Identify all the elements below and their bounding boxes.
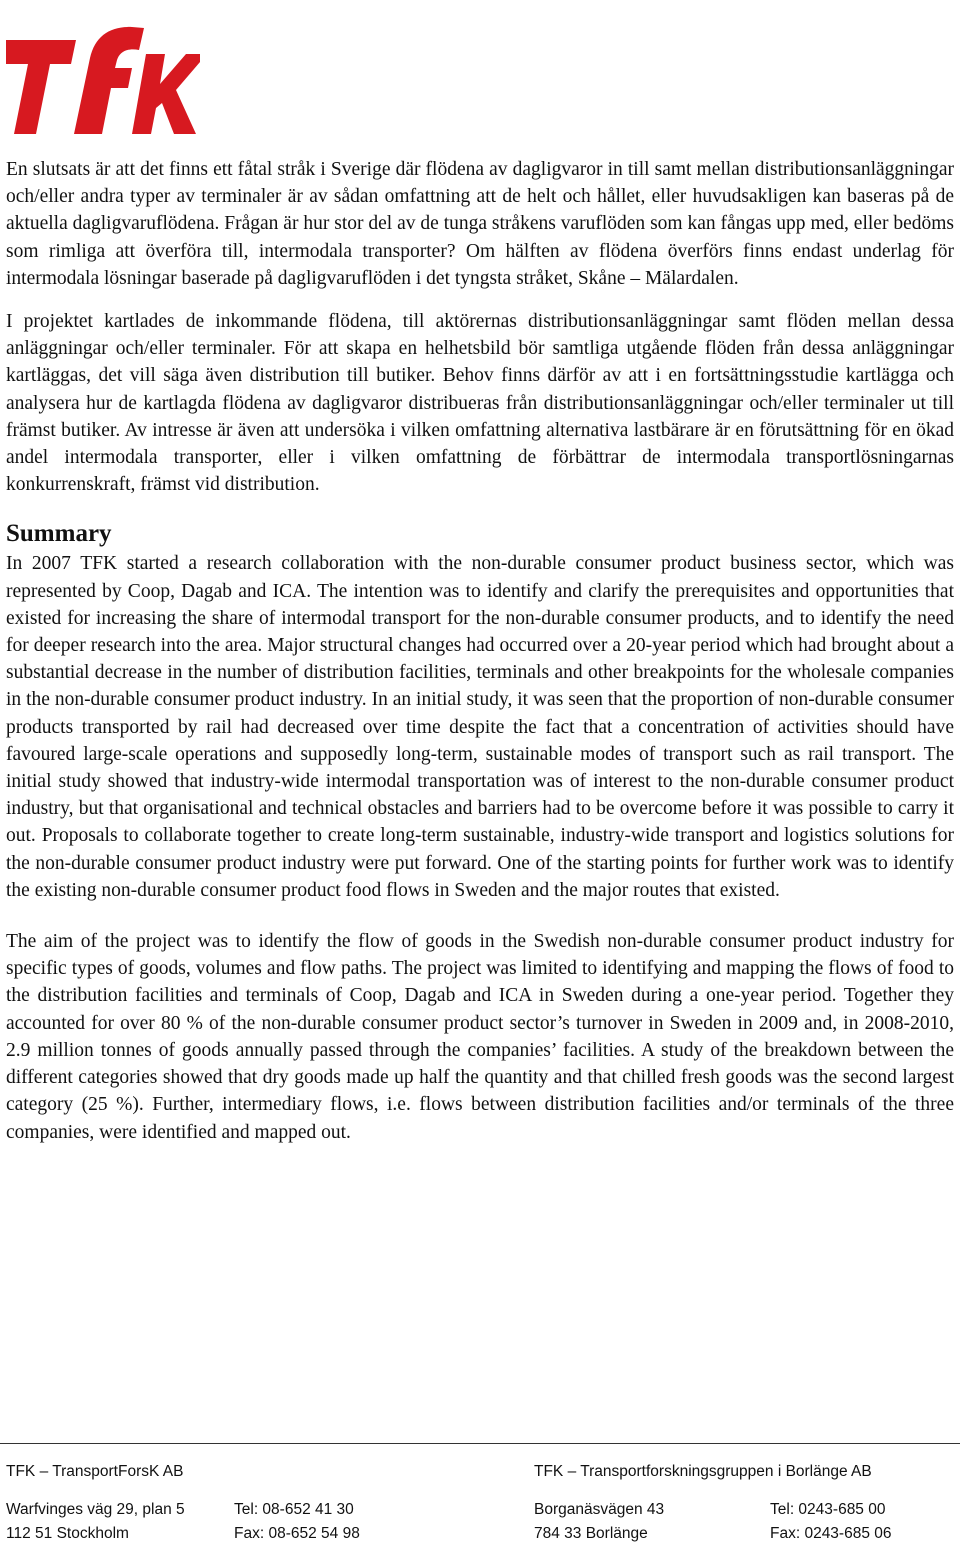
footer-right-fax: Fax: 0243-685 06: [770, 1525, 892, 1542]
footer-right-org: TFK – Transportforskningsgruppen i Borlänge AB: [534, 1463, 872, 1480]
summary-paragraph-2: The aim of the project was to identify the flow of goods in the Swedish non-durable consumer product industry for specific types of goods, volumes and flow paths. The project was limited to identifying and mapping the flows of food to the distribution facilities and terminals of Coop, Dagab and ICA in Sweden during a one-year period. Together they accounted for over 80 % of the non-durable consumer product sector’s turnover in Sweden in 2009 and, in 2008-2010, 2.9 million tonnes of goods annually passed through the companies’ facilities. A study of the breakdown between the different categories showed that dry goods made up half the quantity and that chilled fresh goods was the second largest category (25 %). Further, intermediary flows, i.e. flows between distribution facilities and/or terminals of the three companies, were identified and mapped out.: [6, 931, 954, 1143]
footer-left-fax: Fax: 08-652 54 98: [234, 1525, 360, 1542]
footer-left-org: TFK – TransportForsK AB: [6, 1463, 184, 1480]
footer-right-city: 784 33 Borlänge: [534, 1525, 648, 1542]
summary-paragraph-1: In 2007 TFK started a research collaboration with the non-durable consumer product business sector, which was represented by Coop, Dagab and ICA. The intention was to identify and clarify the prerequisites and opportunities that existed for increasing the share of intermodal transport for the non-durable consumer products, and to identify the need for deeper research into the area. Major structural changes had occurred over a 20-year period which had brought about a substantial decrease in the number of distribution facilities, terminals and other breakpoints for the wholesale companies in the non-durable consumer product industry. In an initial study, it was seen that the proportion of non-durable consumer products transported by rail had decreased over time despite the fact that a concentration of activities should have favoured large-scale operations and supposedly long-term, sustainable modes of transport such as rail transport. The initial study showed that industry-wide intermodal transportation was of interest to the non-durable consumer product industry, but that organisational and technical obstacles and barriers had to be overcome before it was possible to carry it out. Proposals to collaborate together to create long-term sustainable, industry-wide transport and logistics solutions for the non-durable consumer product industry were put forward. One of the starting points for further work was to identify the existing non-durable consumer product food flows in Sweden and the major routes that existed.: [6, 553, 954, 901]
summary-heading: Summary: [6, 520, 112, 548]
footer-left-tel: Tel: 08-652 41 30: [234, 1501, 354, 1518]
tfk-logo: [6, 6, 200, 136]
footer-right-street: Borganäsvägen 43: [534, 1501, 665, 1518]
footer-left-city: 112 51 Stockholm: [6, 1525, 129, 1542]
swedish-paragraph-1: En slutsats är att det finns ett fåtal stråk i Sverige där flödena av dagligvaror in till samt mellan distributionsanläggningar och/eller andra typer av terminaler är av sådan omfattning att de helt och hållet, eller huvudsakligen kan baseras på de aktuella dagligvaruflödena. Frågan är hur stor del av de tunga stråkens varuflöden som kan fångas upp med, eller bedöms som rimliga att överföra till, intermodala transporter? Om hälften av flödena överförs finns endast underlag för intermodala lösningar baserade på dagligvaruflöden i det tyngsta stråket, Skåne – Mälardalen.: [6, 159, 954, 289]
document-body: [6, 156, 954, 1146]
footer-divider: [0, 1443, 960, 1444]
swedish-paragraph-2: I projektet kartlades de inkommande flödena, till aktörernas distributionsanläggningar samt flöden mellan dessa anläggningar och/eller terminaler. För att skapa en helhetsbild bör samtliga utgående flöden från dessa anläggningar kartläggas, det vill säga även distribution till butiker. Behov finns därför av att i en fortsättningsstudie kartlägga och analysera hur de kartlagda flödena av dagligvaror distribueras från distributionsanläggningar och/eller terminaler ut till främst butiker. Av intresse är även att undersöka i vilken omfattning alternativa lastbärare är en förutsättning för en ökad andel intermodala transporter, eller i vilken omfattning de förbättrar de intermodala transportlösningarnas konkurrenskraft, främst vid distribution.: [6, 311, 954, 496]
footer-left-street: Warfvinges väg 29, plan 5: [6, 1501, 185, 1518]
footer-right-tel: Tel: 0243-685 00: [770, 1501, 886, 1518]
